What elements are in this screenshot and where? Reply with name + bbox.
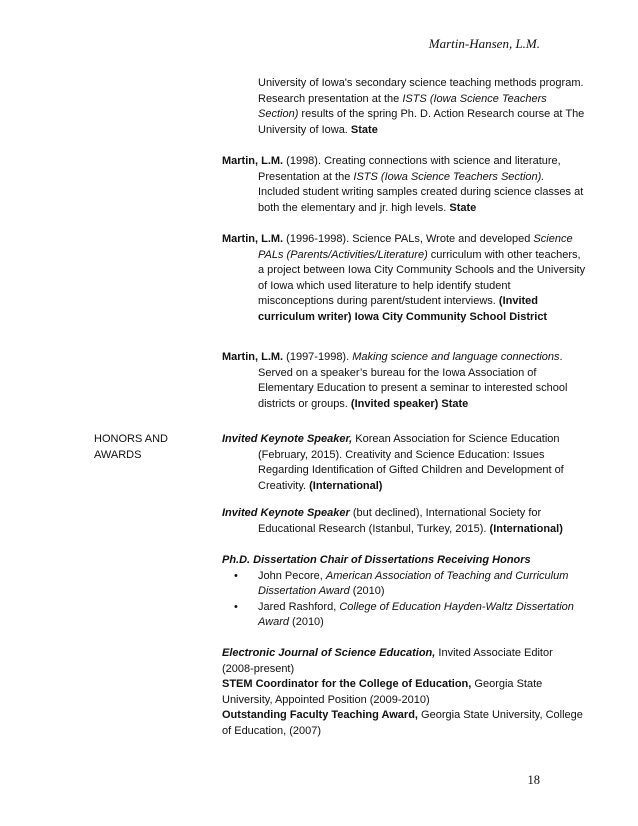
list-item: • Jared Rashford, College of Education Hayden-Waltz Dissertation Award (2010) — [222, 600, 586, 631]
section-label-honors: HONORS AND AWARDS — [94, 433, 168, 461]
stem-entry: STEM Coordinator for the College of Education, Georgia State University, Appointed Position (2009-2010) — [222, 678, 543, 706]
dissertation-honors: Ph.D. Dissertation Chair of Dissertations Receiving Honors • John Pecore, American Association of Teaching and Curriculum Dissertation Award (2010) • Jared Rashford, College of Education Hayden-Waltz Dissertation Award (2010) — [222, 553, 586, 631]
presentation-entry: Martin, L.M. (1998). Creating connections with science and literature, Presentation at the ISTS (Iowa Science Teachers Section). Included student writing samples created during science classes at both the elementary and jr. high levels. State — [222, 155, 584, 214]
continuation-entry: University of Iowa's secondary science teaching methods program. Research presentation at the ISTS (Iowa Science Teachers Section) results of the spring Ph. D. Action Research course at The University of Iowa. State — [258, 77, 585, 136]
keynote-entry: Invited Keynote Speaker, Korean Association for Science Education (February, 2015). Creativity and Science Education: Issues Regarding Identification of Gifted Children and Development of Creativity. (International) — [222, 433, 564, 492]
page-number: 18 — [527, 773, 540, 787]
dissertation-list — [222, 569, 586, 631]
appointments — [222, 646, 586, 740]
list-item: • John Pecore, American Association of Teaching and Curriculum Dissertation Award (2010) — [222, 569, 586, 600]
running-header: Martin-Hansen, L.M. — [428, 36, 540, 51]
keynote-declined-entry: Invited Keynote Speaker (but declined), International Society for Educational Research (Istanbul, Turkey, 2015). (International) — [222, 507, 563, 535]
teaching-award-entry: Outstanding Faculty Teaching Award, Georgia State University, College of Education, (2007) — [222, 709, 583, 737]
editor-entry: Electronic Journal of Science Education, Invited Associate Editor (2008-present) — [222, 647, 553, 675]
curriculum-entry: Martin, L.M. (1996-1998). Science PALs, Wrote and developed Science PALs (Parents/Activities/Literature) curriculum with other teachers, a project between Iowa City Community Schools and the University of Iowa which used literature to help identify student misconceptions during parent/student interviews. (Invited curriculum writer) Iowa City Community School District — [222, 233, 586, 323]
speaker-entry: Martin, L.M. (1997-1998). Making science and language connections. Served on a speaker’s bureau for the Iowa Association of Elementary Education to present a seminar to interested school districts or groups. (Invited speaker) State — [222, 351, 568, 410]
